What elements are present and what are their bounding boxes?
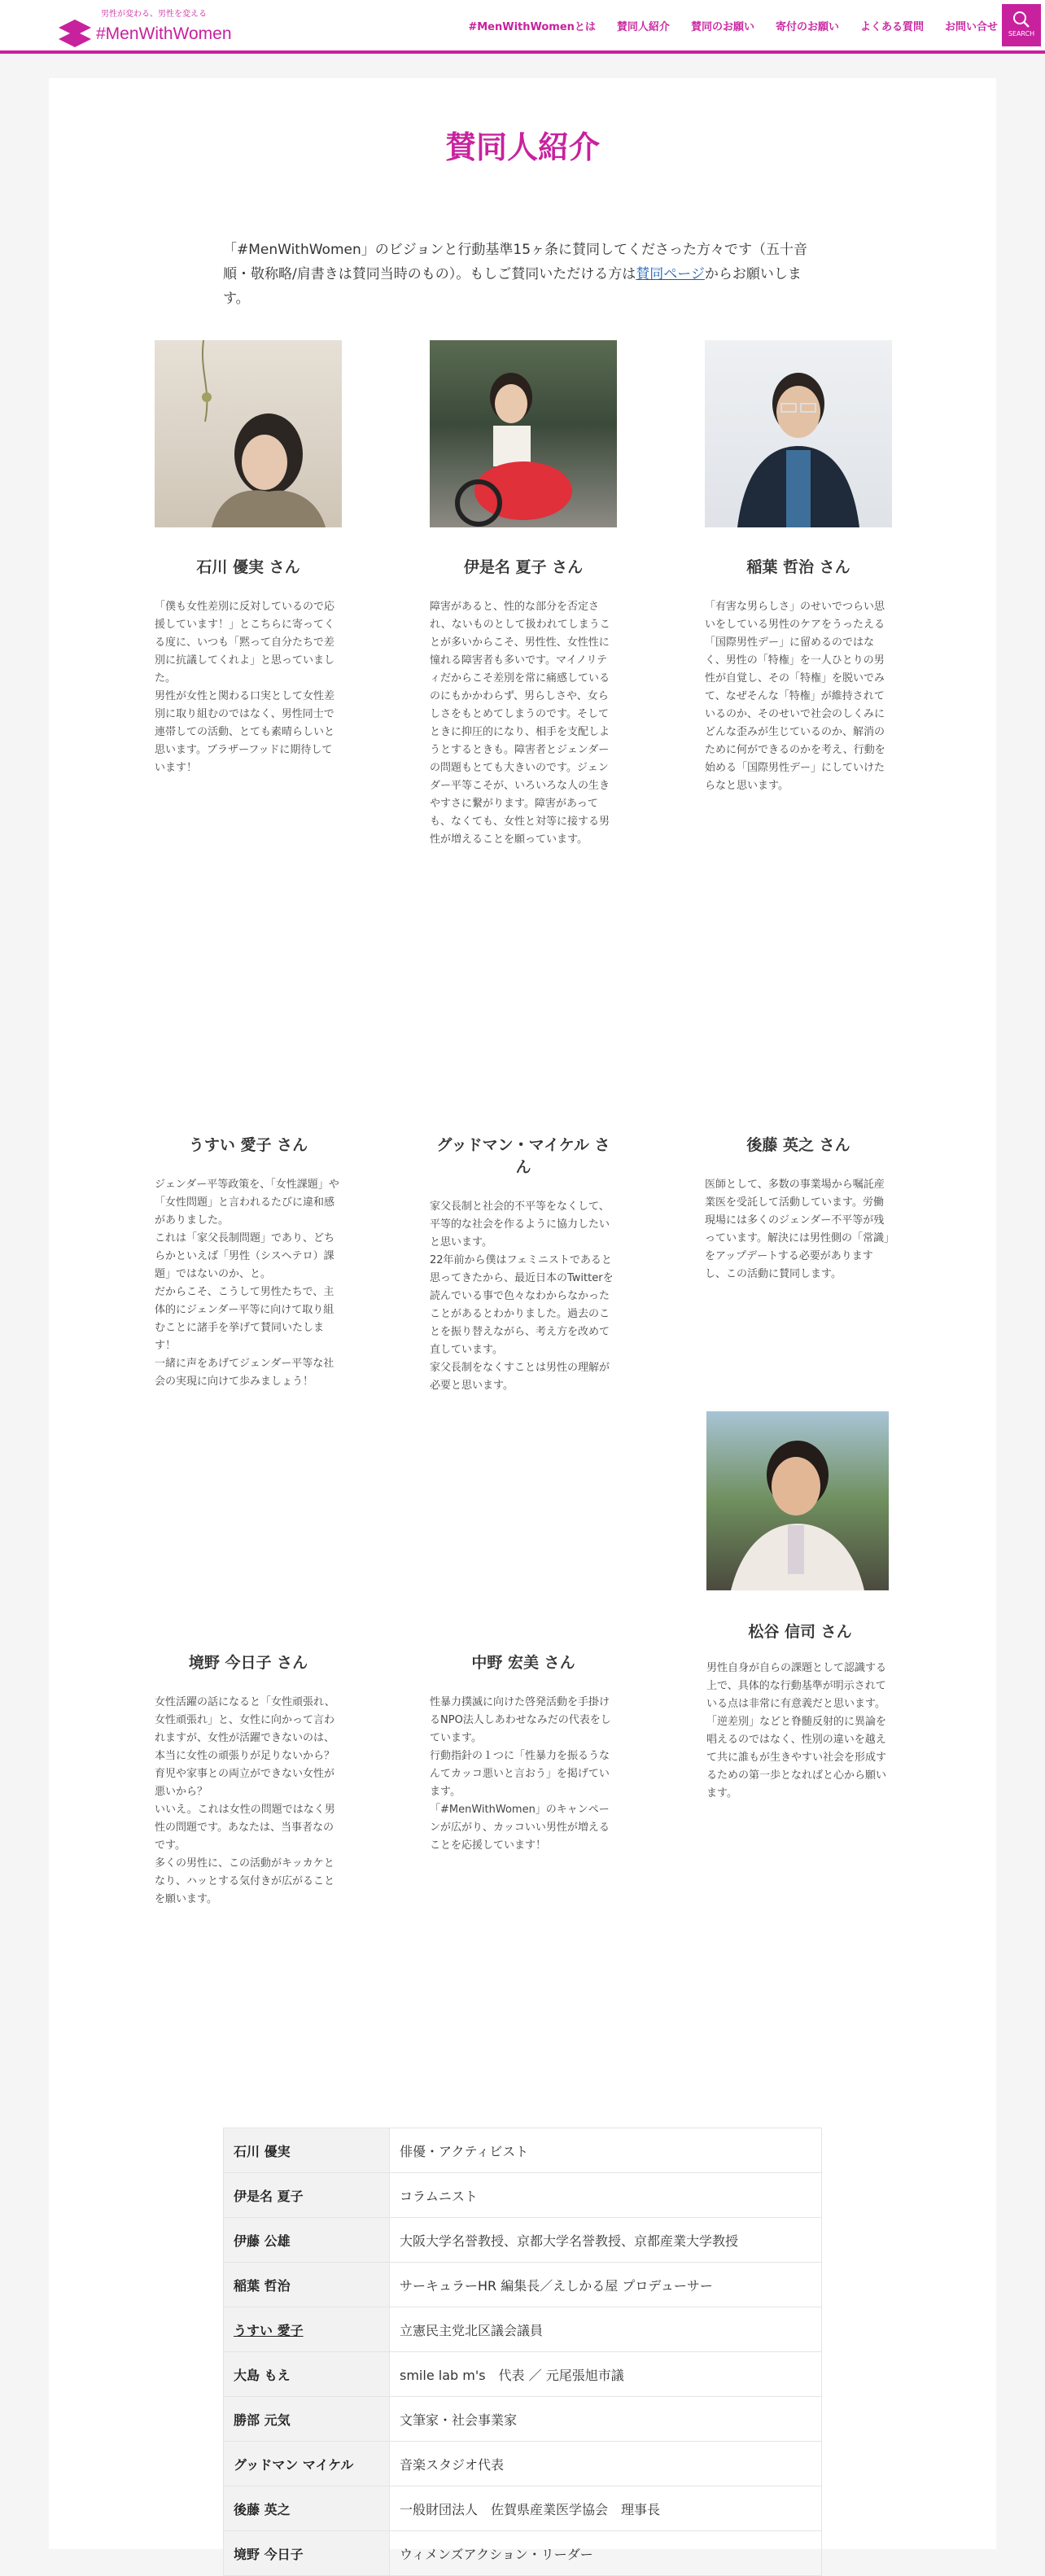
supporter-name: 石川 優実 さん: [196, 558, 300, 576]
supporter-card: [155, 1623, 342, 1909]
table-cell-name: 稲葉 哲治: [224, 2263, 390, 2307]
table-row: [224, 2173, 822, 2218]
supporter-card: [430, 1105, 617, 1395]
nav-supporters[interactable]: 賛同人紹介: [616, 20, 670, 33]
portrait-icon: [155, 340, 342, 527]
nav-about[interactable]: #MenWithWomenとは: [468, 20, 596, 33]
table-cell-title: ウィメンズアクション・リーダー: [390, 2531, 822, 2576]
support-page-link[interactable]: 賛同ページ: [636, 266, 705, 282]
portrait-icon: [705, 340, 892, 527]
search-icon: [1012, 11, 1030, 28]
supporter-message: 性暴力撲滅に向けた啓発活動を手掛けるNPO法人しあわせなみだの代表をしています。 行動指針の１つに「性暴力を振るうなんてカッコ悪いと言おう」を掲げています。 「#MenWithWomen」のキャンペーンが広がり、カッコいい男性が増えることを応援しています！: [430, 1696, 611, 1852]
table-row: [224, 2531, 822, 2576]
supporter-name: 境野 今日子 さん: [188, 1654, 308, 1672]
supporter-photo: [706, 1411, 889, 1590]
site-tagline: 男性が変わる、男性を変える: [101, 10, 207, 19]
supporter-card: [706, 1411, 894, 1803]
table-cell-name: 後藤 英之: [224, 2486, 390, 2531]
supporter-name: 中野 宏美 さん: [471, 1654, 575, 1672]
nav-donation[interactable]: 寄付のお願い: [775, 20, 839, 33]
table-row: [224, 2307, 822, 2352]
table-cell-title: 一般財団法人 佐賀県産業医学協会 理事長: [390, 2486, 822, 2531]
table-cell-name: グッドマン マイケル: [224, 2442, 390, 2486]
search-button[interactable]: [1002, 4, 1041, 46]
supporter-name: 後藤 英之 さん: [746, 1136, 850, 1154]
supporter-message: 女性活躍の話になると「女性頑張れ、女性頑張れ」と、女性に向かって言われますが、女性が活躍できないのは、本当に女性の頑張りが足りないから？育児や家事との両立ができない女性が悪いから？ いいえ。これは女性の問題ではなく男性の問題です。あなたは、当事者なのです。 多くの男性に、この活動がキッカケとなり、ハッとする気付きが広がることを願います。: [155, 1696, 335, 1905]
table-cell-name: 石川 優実: [224, 2128, 390, 2173]
table-cell-title: 音楽スタジオ代表: [390, 2442, 822, 2486]
intro-before: 「#MenWithWomen」のビジョンと行動基準15ヶ条に賛同してくださった方々です（五十音順・敬称略/肩書きは賛同当時のもの）。もしご賛同いただける方は: [223, 242, 808, 282]
table-cell-title: コラムニスト: [390, 2173, 822, 2218]
table-cell-name: 伊是名 夏子: [224, 2173, 390, 2218]
supporter-name: 松谷 信司 さん: [748, 1623, 852, 1641]
table-row: [224, 2218, 822, 2263]
intro-text: [223, 238, 822, 311]
supporter-card: [430, 1623, 617, 1855]
search-label: SEARCH: [1008, 30, 1035, 37]
supporter-name: グッドマン・マイケル さん: [436, 1136, 610, 1176]
table-cell-name: 大島 もえ: [224, 2352, 390, 2397]
table-row: [224, 2486, 822, 2531]
portrait-icon: [706, 1411, 889, 1590]
supporter-message: 障害があると、性的な部分を否定され、ないものとして扱われてしまうことが多いからこそ、男性性、女性性に憧れる障害者も多いです。マイノリティだからこそ差別を常に痛感しているのにもかかわらず、男らしさや、女らしさをもとめてしまうのです。そしてときに抑圧的になり、相手を支配しようとするときも。障害者とジェンダーの問題もとても大きいのです。ジェンダー平等こそが、いろいろな人の生きやすさに繋がります。障害があっても、なくても、女性と対等に接する男性が増えることを願っています。: [430, 601, 610, 846]
site-logo-name: #MenWithWomen: [96, 24, 232, 43]
table-row: [224, 2442, 822, 2486]
table-cell-title: 文筆家・社会事業家: [390, 2397, 822, 2442]
site-header: [0, 0, 1045, 54]
intro-after: からお願いします。: [223, 266, 802, 307]
nav-support-request[interactable]: 賛同のお願い: [690, 20, 754, 33]
supporter-photo: [155, 340, 342, 527]
supporter-card: [705, 340, 892, 795]
supporter-message: 男性自身が自らの課題として認識する上で、具体的な行動基準が明示されている点は非常に有意義だと思います。「逆差別」などと脊髄反射的に異論を唱えるのではなく、性別の違いを越えて共に誰もが生きやすい社会を形成するための第一歩となればと心から願います。: [706, 1662, 887, 1800]
supporter-message: ジェンダー平等政策を、「女性課題」や「女性問題」と言われるたびに違和感がありました。 これは「家父長制問題」であり、どちらかといえば「男性（シスヘテロ）課題」ではないのか、と。 だからこそ、こうして男性たちで、主体的にジェンダー平等に向けて取り組むことに諸手を挙げて賛同いたします！ 一緒に声をあげてジェンダー平等な社会の実現に向けて歩みましょう！: [155, 1179, 339, 1388]
supporters-table: [223, 2128, 822, 2576]
supporter-message: 医師として、多数の事業場から嘱託産業医を受託して活動しています。労働現場には多くのジェンダー不平等が残っています。解決には男性側の「常識」をアップデートする必要がありますし、この活動に賛同します。: [705, 1179, 890, 1280]
table-cell-title: 俳優・アクティビスト: [390, 2128, 822, 2173]
table-cell-name: 伊藤 公雄: [224, 2218, 390, 2263]
nav-contact[interactable]: お問い合せ: [944, 20, 998, 33]
main-nav: [447, 0, 998, 50]
table-cell-title: 大阪大学名誉教授、京都大学名誉教授、京都産業大学教授: [390, 2218, 822, 2263]
supporter-message: 家父長制と社会的不平等をなくして、平等的な社会を作るように協力したいと思います。 22年前から僕はフェミニストであると思ってきたから、最近日本のTwitterを読んでいる事で色々なわからなかったことがあるとわかりました。過去のことを振り替えながら、考え方を改めて直しています。 家父長制をなくすことは男性の理解が必要と思います。: [430, 1201, 614, 1392]
supporter-message: 「僕も女性差別に反対しているので応援しています！」とこちらに寄ってくる度に、いつも「黙って自分たちで差別に抗議してくれよ」と思っていました。 男性が女性と関わる口実として女性差別に取り組むのではなく、男性同士で連帯しての活動、とても素晴らしいと思います。ブラザーフッドに期待しています！: [155, 601, 335, 774]
table-cell-title: smile lab m's 代表 ／ 元尾張旭市議: [390, 2352, 822, 2397]
table-cell-title: サーキュラーHR 編集長／えしかる屋 プロデューサー: [390, 2263, 822, 2307]
table-row: [224, 2352, 822, 2397]
table-cell-name: 勝部 元気: [224, 2397, 390, 2442]
supporter-name: 伊是名 夏子 さん: [463, 558, 584, 576]
portrait-icon: [430, 340, 617, 527]
supporter-card: [155, 1105, 342, 1391]
table-cell-title: 立憲民主党北区議会議員: [390, 2307, 822, 2352]
supporter-photo: [705, 340, 892, 527]
table-cell-name-link[interactable]: うすい 愛子: [224, 2307, 390, 2352]
table-cell-name: 境野 今日子: [224, 2531, 390, 2576]
site-logo[interactable]: [59, 5, 238, 49]
supporter-name: うすい 愛子 さん: [188, 1136, 308, 1154]
supporter-card: [155, 340, 342, 777]
table-row: [224, 2397, 822, 2442]
logo-mark-icon: [59, 20, 91, 49]
supporter-photo: [430, 340, 617, 527]
nav-faq[interactable]: よくある質問: [859, 20, 924, 33]
supporter-card: [430, 340, 617, 849]
page-title: 賛同人紹介: [444, 129, 600, 165]
supporter-card: [705, 1105, 892, 1284]
table-row: [224, 2128, 822, 2173]
supporter-message: 「有害な男らしさ」のせいでつらい思いをしている男性のケアをうったえる「国際男性デー」に留めるのではなく、男性の「特権」を一人ひとりの男性が自覚し、その「特権」を脱いでみて、なぜそんな「特権」が維持されているのか、そのせいで社会のしくみにどんな歪みが生じているのか、解消のために何ができるのかを考え、行動を始める「国際男性デー」にしていけたらなと思います。: [705, 601, 885, 792]
table-row: [224, 2263, 822, 2307]
supporter-name: 稲葉 哲治 さん: [746, 558, 850, 576]
content-card: [49, 78, 996, 2562]
